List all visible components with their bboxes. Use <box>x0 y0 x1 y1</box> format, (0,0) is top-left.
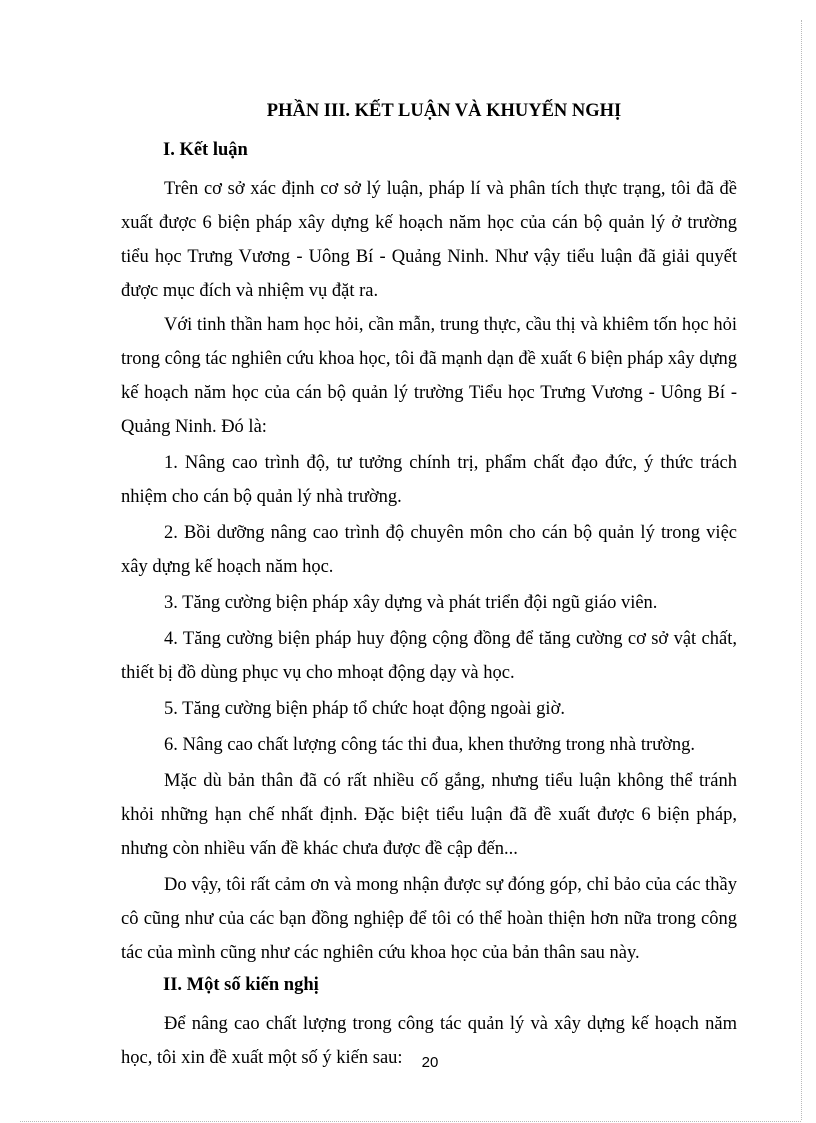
measure-item-4: 4. Tăng cường biện pháp huy động cộng đồng để tăng cường cơ sở vật chất, thiết bị đồ dùng phục vụ cho mhoạt động dạy và học. <box>121 629 737 683</box>
conclusion-paragraph-2: Với tinh thần ham học hỏi, cần mẫn, trung thực, cầu thị và khiêm tốn học hỏi trong công tác nghiên cứu khoa học, tôi đã mạnh dạn đề xuất 6 biện pháp xây dựng kế hoạch năm học của cán bộ quản lý trường Tiểu học Trưng Vương - Uông Bí - Quảng Ninh. Đó là: <box>121 315 738 437</box>
page-content <box>121 98 737 1075</box>
heading-conclusion: I. Kết luận <box>163 140 248 160</box>
measure-item-2: 2. Bồi dưỡng nâng cao trình độ chuyên môn cho cán bộ quản lý trong việc xây dựng kế hoạch năm học. <box>121 523 737 577</box>
page-border-right <box>801 20 802 1120</box>
measure-item-1: 1. Nâng cao trình độ, tư tưởng chính trị, phẩm chất đạo đức, ý thức trách nhiệm cho cán bộ quản lý nhà trường. <box>121 453 737 507</box>
page-border-bottom <box>20 1121 801 1122</box>
heading-recommendations: II. Một số kiến nghị <box>163 975 319 995</box>
measure-item-6: 6. Nâng cao chất lượng công tác thi đua, khen thưởng trong nhà trường. <box>164 735 696 755</box>
recommendations-paragraph: Để nâng cao chất lượng trong công tác quản lý và xây dựng kế hoạch năm học, tôi xin đề xuất một số ý kiến sau: <box>121 1014 737 1068</box>
measure-item-3: 3. Tăng cường biện pháp xây dựng và phát triển đội ngũ giáo viên. <box>164 593 658 613</box>
measure-item-5: 5. Tăng cường biện pháp tổ chức hoạt động ngoài giờ. <box>164 699 565 719</box>
conclusion-paragraph-1: Trên cơ sở xác định cơ sở lý luận, pháp lí và phân tích thực trạng, tôi đã đề xuất được 6 biện pháp xây dựng kế hoạch năm học của cán bộ quản lý ở trường tiểu học Trưng Vương - Uông Bí - Quảng Ninh. Như vậy tiểu luận đã giải quyết được mục đích và nhiệm vụ đặt ra. <box>121 179 737 301</box>
limitations-paragraph: Mặc dù bản thân đã có rất nhiều cố gắng, nhưng tiểu luận không thể tránh khỏi những hạn chế nhất định. Đặc biệt tiểu luận đã đề xuất được 6 biện pháp, nhưng còn nhiều vấn đề khác chưa được đề cập đến... <box>121 771 737 859</box>
page-number: 20 <box>421 1054 439 1071</box>
section-title: PHẦN III. KẾT LUẬN VÀ KHUYẾN NGHỊ <box>266 101 622 121</box>
thanks-paragraph: Do vậy, tôi rất cảm ơn và mong nhận được sự đóng góp, chỉ bảo của các thầy cô cũng như của các bạn đồng nghiệp để tôi có thể hoàn thiện hơn nữa trong công tác của mình cũng như các nghiên cứu khoa học của bản thân sau này. <box>121 875 737 963</box>
